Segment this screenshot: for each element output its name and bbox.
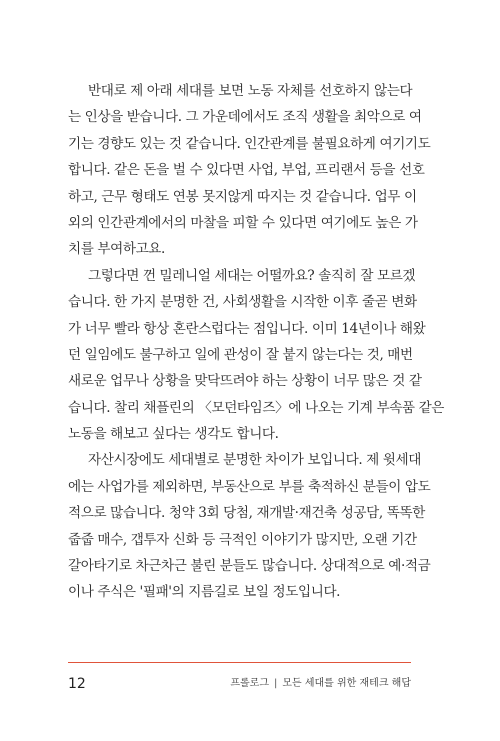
text-line: 기는 경향도 있는 것 같습니다. 인간관계를 불필요하게 여기기도: [68, 135, 431, 152]
text-line: 외의 인간관계에서의 마찰을 피할 수 있다면 여기에도 높은 가: [68, 214, 418, 231]
footer-rule: [68, 662, 411, 663]
page-number: 12: [68, 676, 86, 692]
running-head: [230, 674, 411, 694]
section-label: 프롤로그: [230, 678, 269, 689]
text-line: 반대로 제 아래 세대를 보면 노동 자체를 선호하지 않는다: [88, 83, 413, 99]
text-line: 하고, 근무 형태도 연봉 못지않게 따지는 것 같습니다. 업무 이: [68, 188, 417, 205]
text-line: 적으로 많습니다. 청약 3회 당첨, 재개발·재건축 성공담, 똑똑한: [68, 505, 425, 522]
text-line: 노동을 해보고 싶다는 생각도 합니다.: [68, 426, 279, 443]
text-line: 가 너무 빨라 항상 혼란스럽다는 점입니다. 이미 14년이나 해왔: [68, 320, 426, 337]
text-line: 습니다. 찰리 채플린의 〈모던타임즈〉에 나오는 기계 부속품 같은: [68, 399, 445, 416]
text-line: 그렇다면 껀 밀레니얼 세대는 어떨까요? 솔직히 잘 모르겠: [88, 267, 416, 284]
text-line: 새로운 업무나 상황을 맞닥뜨려야 하는 상황이 너무 많은 것 같: [68, 373, 422, 390]
text-line: 는 인상을 받습니다. 그 가운데에서도 조직 생활을 최악으로 여: [68, 109, 422, 126]
body-text: [68, 78, 445, 606]
text-line: 에는 사업가를 제외하면, 부동산으로 부를 축적하신 분들이 압도: [68, 478, 431, 495]
paragraph-3: [68, 447, 431, 605]
text-line: 습니다. 한 가지 분명한 건, 사회생활을 시작한 이후 줄곧 변화: [68, 294, 417, 311]
text-line: 합니다. 같은 돈을 벌 수 있다면 사업, 부업, 프리랜서 등을 선호: [68, 162, 425, 179]
text-line: 이나 주식은 '필패'의 지름길로 보일 정도입니다.: [68, 584, 341, 601]
separator: |: [273, 678, 278, 689]
paragraph-1: [68, 78, 431, 263]
text-line: 던 일임에도 불구하고 일에 관성이 잘 붙지 않는다는 것, 매번: [68, 346, 413, 363]
text-line: 줍줍 매수, 갭투자 신화 등 극적인 이야기가 많지만, 오랜 기간: [68, 531, 417, 548]
chapter-title: 모든 세대를 위한 재테크 해답: [282, 678, 411, 689]
page-footer: [68, 674, 411, 694]
text-line: 치를 부여하고요.: [68, 241, 165, 258]
text-line: 갈아타기로 차근차근 불린 분들도 많습니다. 상대적으로 예·적금: [68, 558, 431, 575]
text-line: 자산시장에도 세대별로 분명한 차이가 보입니다. 제 윗세대: [88, 452, 422, 469]
paragraph-2: [68, 263, 445, 448]
